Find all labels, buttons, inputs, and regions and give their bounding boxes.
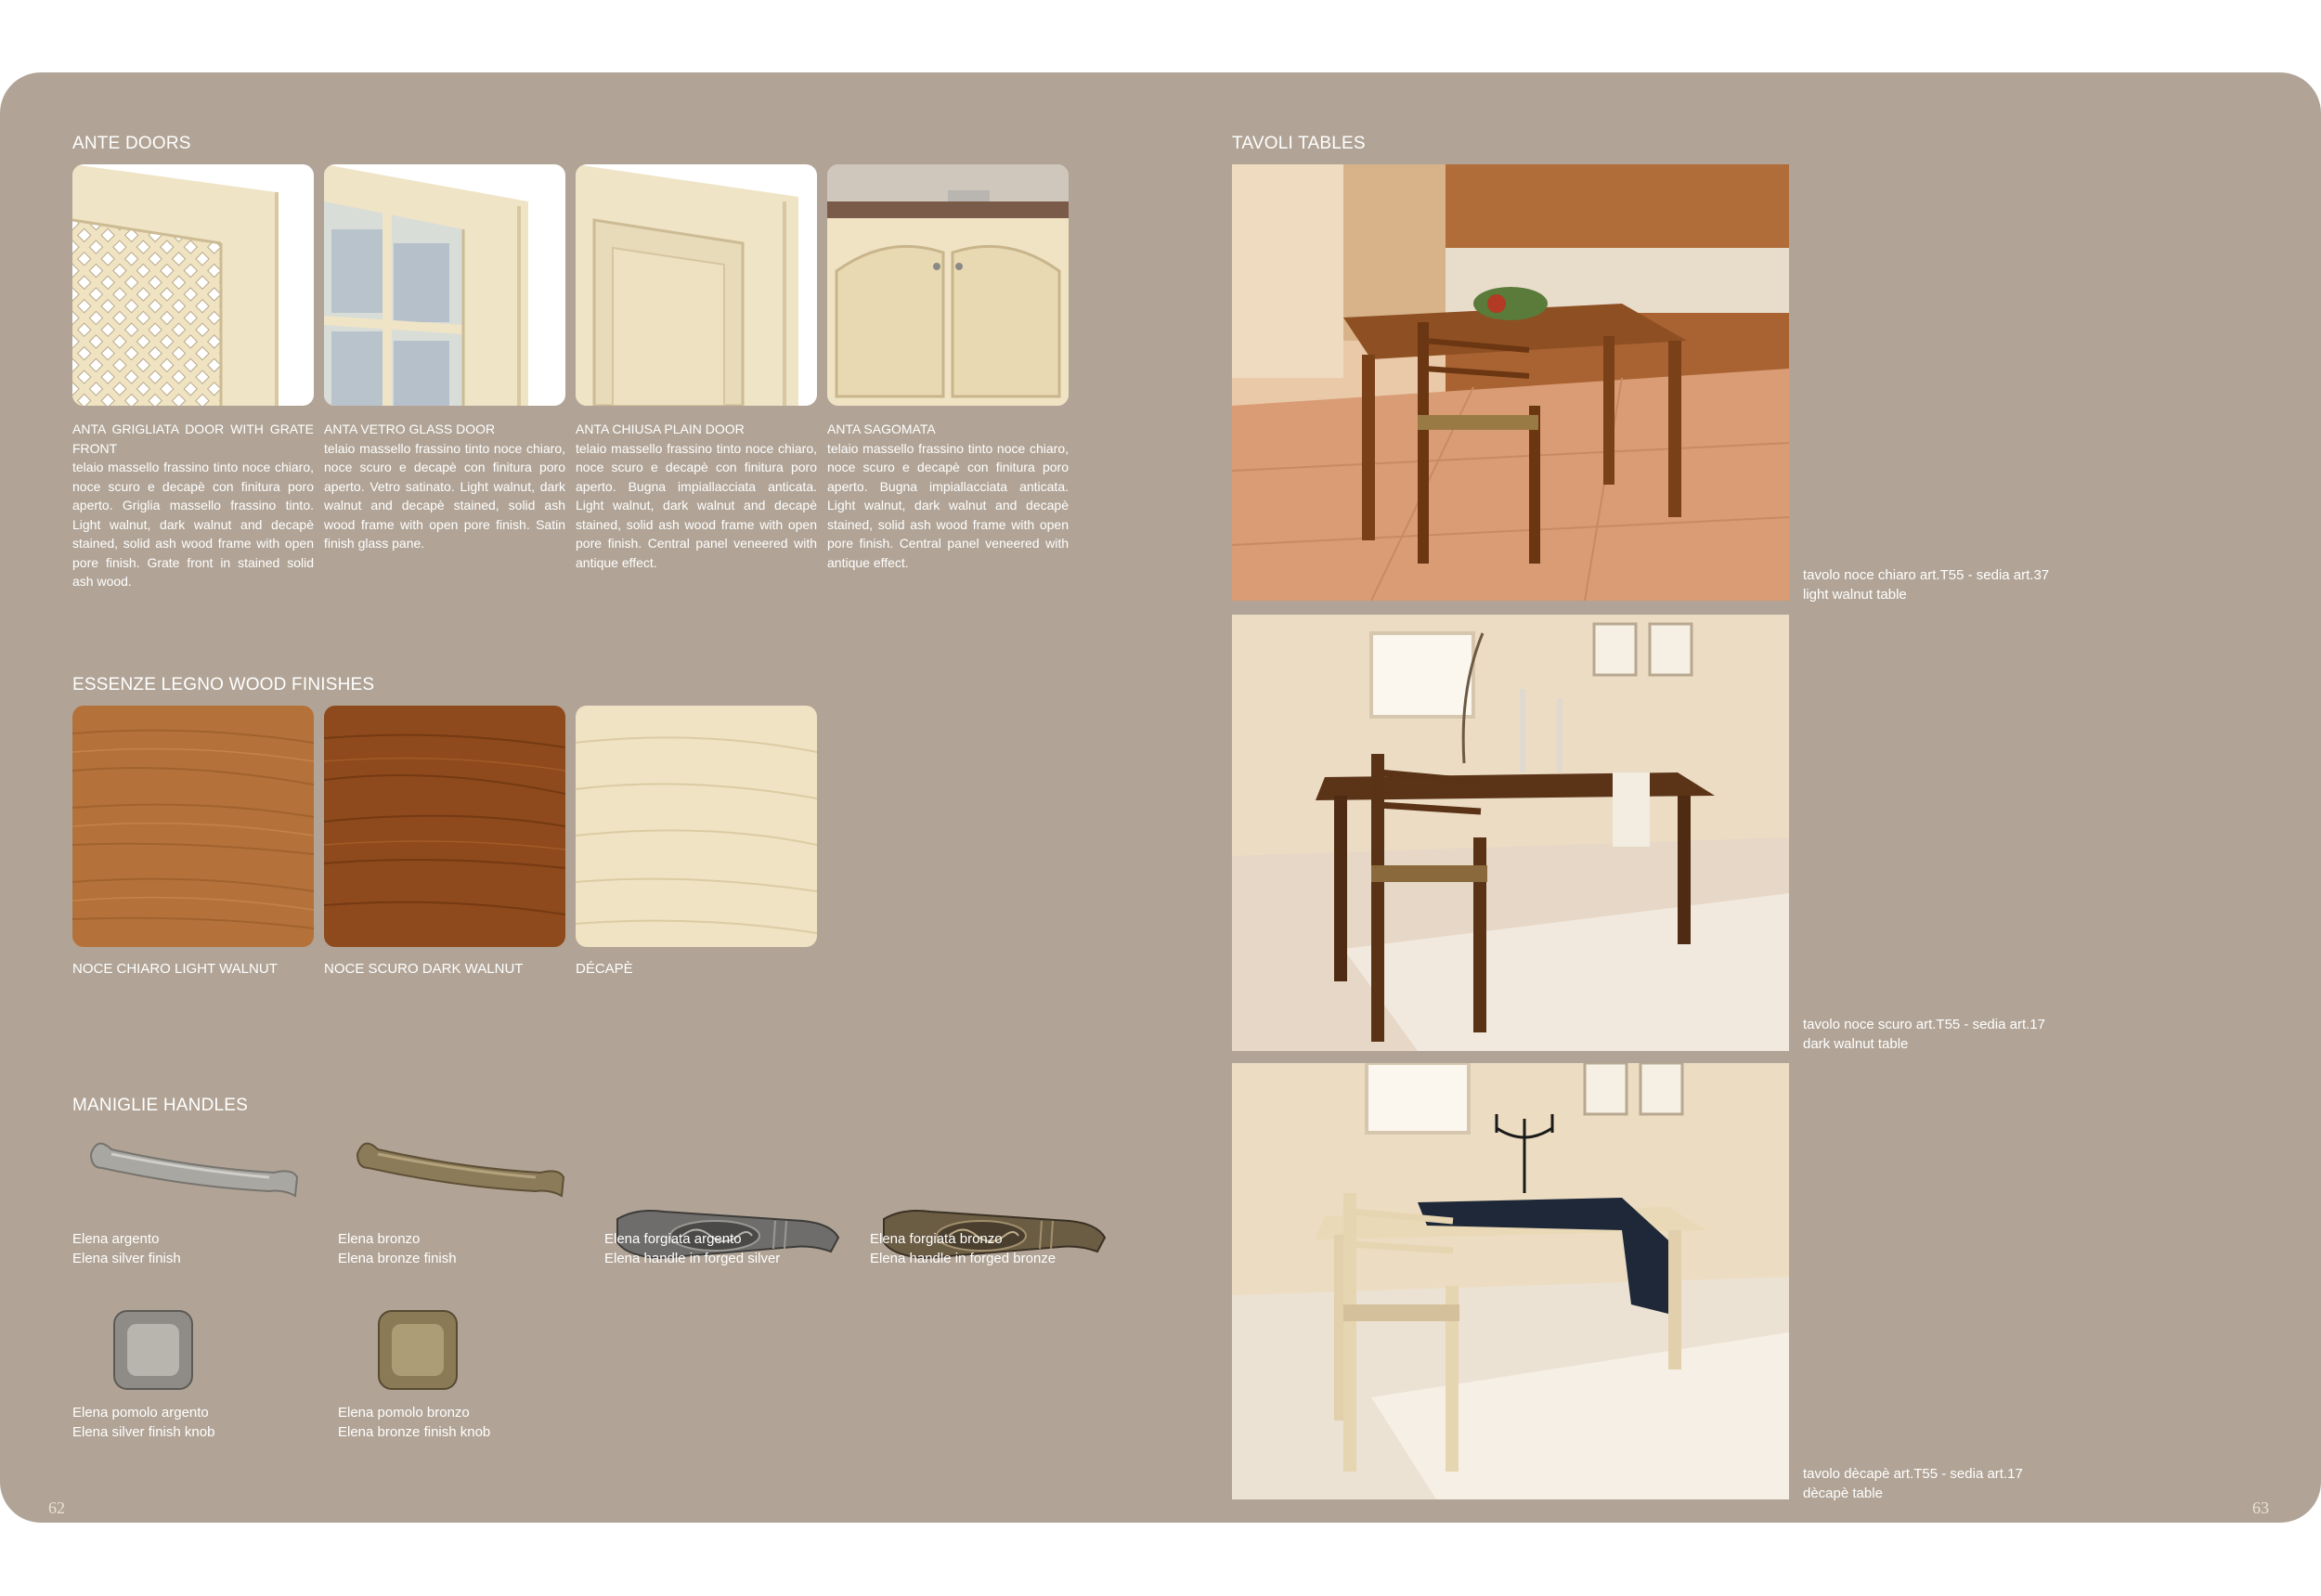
door-shaped-image: [827, 164, 1069, 406]
table-dark-walnut-name: tavolo noce scuro art.T55 - sedia art.17: [1803, 1017, 2045, 1032]
door-plain-text: telaio massello frassino tinto noce chiaro, noce scuro e decapè con finitura poro aperto. Bugna impiallacciata anticata. Light walnut, dark walnut and decapè stained, solid ash wood frame with open pore finish. Central panel veneered with antique effect.: [576, 440, 817, 570]
table-light-walnut-desc: light walnut table: [1803, 587, 1907, 603]
handle-bronze-desc: Elena bronze finish: [338, 1251, 457, 1266]
table-dark-walnut-desc: dark walnut table: [1803, 1036, 1909, 1052]
knob-silver-name: Elena pomolo argento: [72, 1405, 209, 1421]
page-number-right: 63: [2252, 1499, 2269, 1517]
door-grate-title: ANTA GRIGLIATA DOOR WITH GRATE FRONT: [72, 422, 314, 456]
tables-section-title: TAVOLI TABLES: [1232, 134, 1366, 153]
handle-forged-silver-caption: [604, 1229, 883, 1268]
table-decape-caption: [1803, 1464, 2100, 1503]
door-grate-caption: [72, 420, 314, 591]
knob-bronze-desc: Elena bronze finish knob: [338, 1424, 491, 1440]
table-light-walnut-photo: [1232, 164, 1789, 601]
knob-bronze-name: Elena pomolo bronzo: [338, 1405, 470, 1421]
table-decape-desc: dècapè table: [1803, 1486, 1883, 1501]
door-shaped-caption: [827, 420, 1069, 572]
swatch-dark-walnut: [324, 706, 565, 947]
handle-forged-bronze-caption: [870, 1229, 1148, 1268]
swatch-decape: [576, 706, 817, 947]
swatch-dark-walnut-label: NOCE SCURO DARK WALNUT: [324, 961, 524, 977]
knob-bronze-caption: [338, 1403, 616, 1442]
handle-forged-silver-name: Elena forgiata argento: [604, 1231, 742, 1247]
door-grate-image: [72, 164, 314, 406]
door-glass-text: telaio massello frassino tinto noce chiaro, noce scuro e decapè con finitura poro aperto. Vetro satinato. Light walnut, dark walnut and decapè stained, solid ash wood frame with open pore finish. Satin finish glass pane.: [324, 440, 565, 551]
finishes-section-title: ESSENZE LEGNO WOOD FINISHES: [72, 675, 375, 694]
handle-silver-desc: Elena silver finish: [72, 1251, 181, 1266]
door-shaped-title: ANTA SAGOMATA: [827, 422, 936, 436]
door-glass-caption: [324, 420, 565, 553]
knob-bronze-image: [371, 1304, 464, 1396]
table-dark-walnut-photo: [1232, 615, 1789, 1051]
door-glass-image: [324, 164, 565, 406]
swatch-light-walnut-label: NOCE CHIARO LIGHT WALNUT: [72, 961, 278, 977]
knob-silver-desc: Elena silver finish knob: [72, 1424, 215, 1440]
table-light-walnut-name: tavolo noce chiaro art.T55 - sedia art.37: [1803, 567, 2050, 583]
handle-silver-name: Elena argento: [72, 1231, 160, 1247]
swatch-light-walnut: [72, 706, 314, 947]
handle-forged-bronze-name: Elena forgiata bronzo: [870, 1231, 1003, 1247]
door-plain-image: [576, 164, 817, 406]
handle-silver-image: [84, 1126, 306, 1219]
doors-section-title: ANTE DOORS: [72, 134, 191, 153]
handles-section-title: MANIGLIE HANDLES: [72, 1096, 249, 1115]
door-grate-text: telaio massello frassino tinto noce chiaro, noce scuro e decapè con finitura poro aperto. Griglia massello frassino tinto. Light walnut, dark walnut and decapè stained, solid ash wood frame with open pore finish. Grate front in stained solid ash wood.: [72, 460, 314, 589]
handle-bronze-name: Elena bronzo: [338, 1231, 421, 1247]
table-decape-photo: [1232, 1063, 1789, 1499]
door-plain-title: ANTA CHIUSA PLAIN DOOR: [576, 422, 745, 436]
door-glass-title: ANTA VETRO GLASS DOOR: [324, 422, 496, 436]
handle-bronze-caption: [338, 1229, 616, 1268]
door-shaped-text: telaio massello frassino tinto noce chiaro, noce scuro e decapè con finitura poro aperto. Bugna impiallacciata anticata. Light walnut, dark walnut and decapè stained, solid ash wood frame with open pore finish. Central panel veneered with antique effect.: [827, 440, 1069, 570]
page-number-left: 62: [48, 1499, 65, 1517]
knob-silver-image: [107, 1304, 200, 1396]
handle-forged-silver-desc: Elena handle in forged silver: [604, 1251, 781, 1266]
knob-silver-caption: [72, 1403, 351, 1442]
handle-silver-caption: [72, 1229, 351, 1268]
table-dark-walnut-caption: [1803, 1015, 2100, 1054]
table-light-walnut-caption: [1803, 565, 2100, 604]
swatch-decape-label: DÉCAPÈ: [576, 961, 633, 977]
handle-bronze-image: [350, 1126, 573, 1219]
handle-forged-bronze-desc: Elena handle in forged bronze: [870, 1251, 1057, 1266]
door-plain-caption: [576, 420, 817, 572]
table-decape-name: tavolo dècapè art.T55 - sedia art.17: [1803, 1466, 2023, 1482]
catalog-spread: [0, 72, 2321, 1523]
